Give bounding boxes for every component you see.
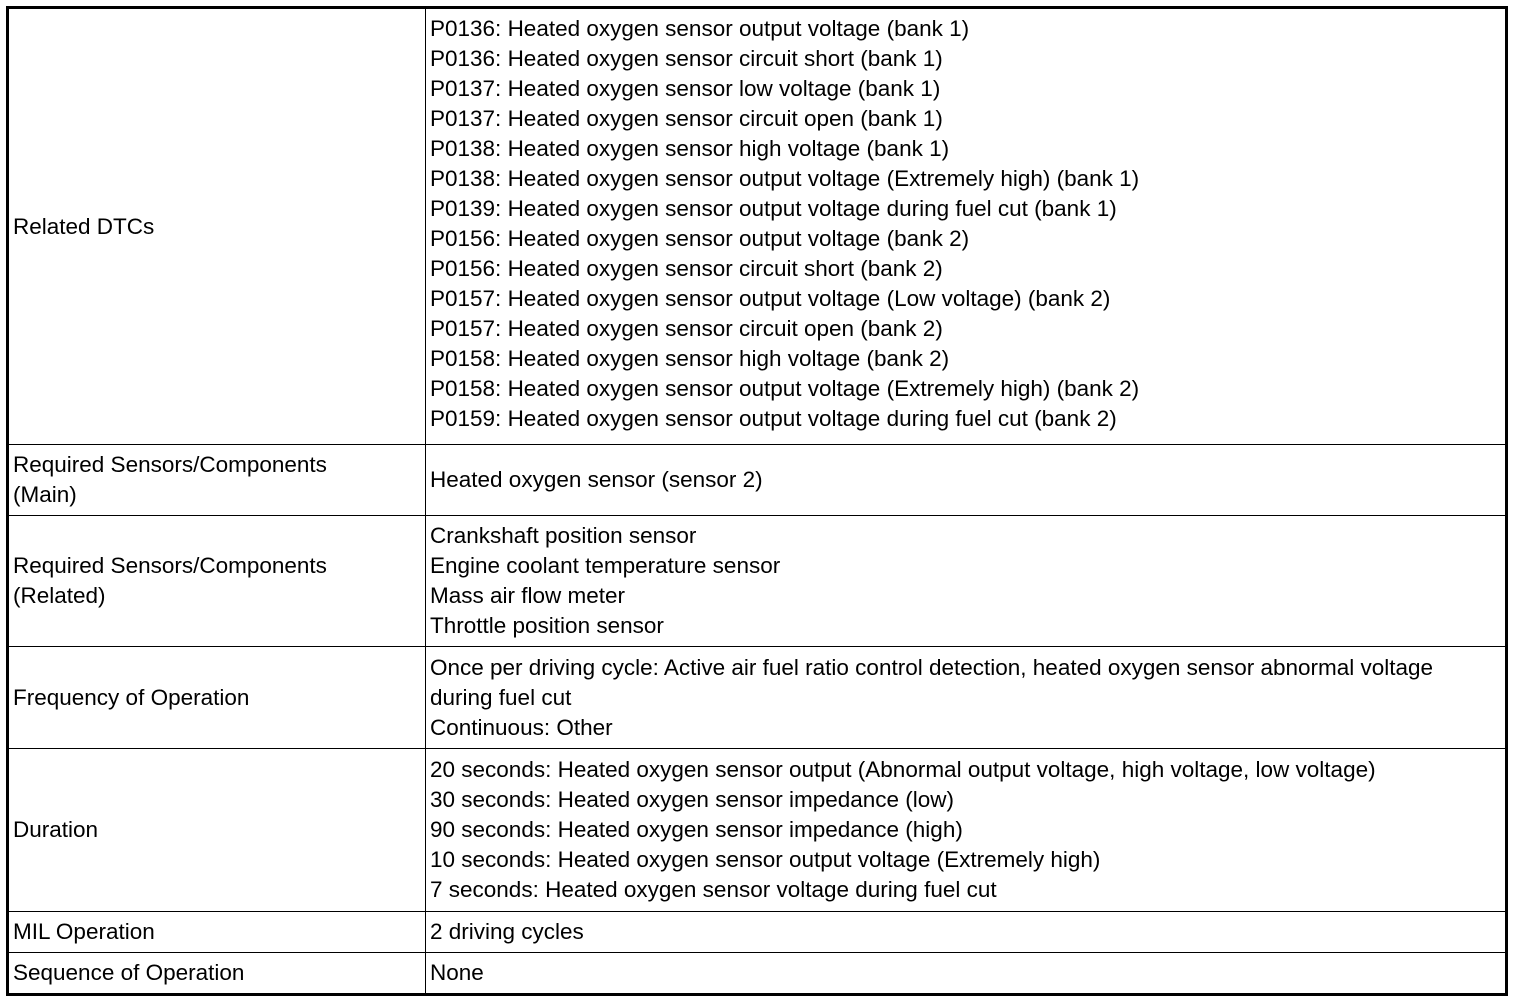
frequency-item: Continuous: Other (430, 714, 613, 740)
dtc-item: P0157: Heated oxygen sensor output voltage (Low voltage) (bank 2) (430, 286, 1111, 311)
dtc-item: P0137: Heated oxygen sensor circuit open (bank 1) (430, 106, 943, 131)
dtc-item: P0156: Heated oxygen sensor circuit short (bank 2) (430, 256, 943, 281)
table-row-related-dtcs (8, 8, 1507, 445)
duration-item: 30 seconds: Heated oxygen sensor impedance (low) (430, 787, 955, 812)
row-label-frequency: Frequency of Operation (8, 647, 426, 749)
row-value-required-related (426, 516, 1507, 647)
row-value-required-main (426, 445, 1507, 516)
row-value-sequence (426, 953, 1507, 995)
row-label-line: Required Sensors/Components (13, 553, 327, 578)
table-row-sequence (8, 953, 1507, 995)
row-label-sequence: Sequence of Operation (8, 953, 426, 995)
row-label-duration: Duration (8, 749, 426, 912)
table-row-duration (8, 749, 1507, 912)
dtc-item: P0158: Heated oxygen sensor high voltage (bank 2) (430, 346, 950, 371)
dtc-item: P0136: Heated oxygen sensor output voltage (bank 1) (430, 16, 970, 41)
row-value-related-dtcs (426, 8, 1507, 445)
dtc-item: P0138: Heated oxygen sensor output voltage (Extremely high) (bank 1) (430, 166, 1140, 191)
monitor-spec-table (6, 6, 1508, 996)
dtc-item: P0158: Heated oxygen sensor output voltage (Extremely high) (bank 2) (430, 376, 1140, 401)
duration-item: 7 seconds: Heated oxygen sensor voltage during fuel cut (430, 877, 997, 902)
sequence-item: None (430, 960, 484, 985)
duration-item: 90 seconds: Heated oxygen sensor impedance (high) (430, 817, 963, 842)
component-item: Throttle position sensor (430, 613, 664, 638)
row-label-mil-operation: MIL Operation (8, 912, 426, 953)
table-row-frequency (8, 647, 1507, 749)
row-label-line: (Related) (13, 583, 106, 608)
row-label-required-main (8, 445, 426, 516)
dtc-item: P0156: Heated oxygen sensor output voltage (bank 2) (430, 226, 970, 251)
table-row-required-main (8, 445, 1507, 516)
row-value-mil-operation (426, 912, 1507, 953)
dtc-item: P0157: Heated oxygen sensor circuit open (bank 2) (430, 316, 943, 341)
row-label-line: (Main) (13, 482, 77, 507)
row-value-duration (426, 749, 1507, 912)
component-item: Mass air flow meter (430, 583, 626, 608)
row-value-frequency (426, 647, 1507, 749)
component-item: Heated oxygen sensor (sensor 2) (430, 467, 763, 492)
duration-item: 20 seconds: Heated oxygen sensor output (Abnormal output voltage, high voltage, low voltage) (430, 757, 1376, 782)
dtc-item: P0138: Heated oxygen sensor high voltage (bank 1) (430, 136, 950, 161)
component-item: Crankshaft position sensor (430, 523, 697, 548)
dtc-item: P0159: Heated oxygen sensor output voltage during fuel cut (bank 2) (430, 406, 1117, 431)
row-label-line: Required Sensors/Components (13, 452, 327, 477)
table-row-required-related (8, 516, 1507, 647)
mil-item: 2 driving cycles (430, 919, 584, 944)
duration-item: 10 seconds: Heated oxygen sensor output voltage (Extremely high) (430, 847, 1101, 872)
dtc-item: P0137: Heated oxygen sensor low voltage (bank 1) (430, 76, 941, 101)
dtc-item: P0136: Heated oxygen sensor circuit short (bank 1) (430, 46, 943, 71)
row-label-related-dtcs: Related DTCs (8, 8, 426, 445)
component-item: Engine coolant temperature sensor (430, 553, 781, 578)
dtc-item: P0139: Heated oxygen sensor output voltage during fuel cut (bank 1) (430, 196, 1117, 221)
table-row-mil-operation (8, 912, 1507, 953)
frequency-item: Once per driving cycle: Active air fuel ratio control detection, heated oxygen sensor abnormal voltage during fuel cut (430, 654, 1434, 710)
row-label-required-related (8, 516, 426, 647)
